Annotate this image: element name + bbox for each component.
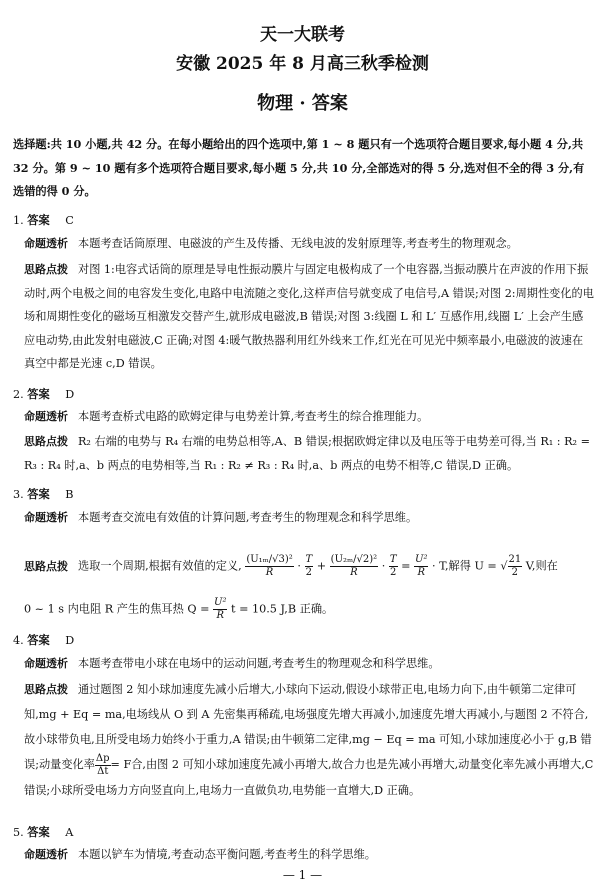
question-3: [13, 484, 595, 505]
question-1-hint: [24, 258, 594, 376]
question-2-answer: D: [65, 388, 75, 401]
question-2-analysis: [24, 405, 594, 429]
answer-label: 答案: [27, 213, 50, 227]
question-3-hint: 思路点拨 选取一个周期,根据有效值的定义, $\frac{\text{(U₁ₘ/√3)²}}{R}$ · $\frac{T}{2}$ + $\frac{\text{(U₂ₘ/√2)²}}{R}$ · $\frac{T}{2}$ = $\frac{\text{U²}}{R}$ · T,解得 U = √ $\frac{21}{2}$ V,则在: [24, 554, 558, 578]
question-2-hint: [24, 430, 594, 477]
question-4-analysis: [24, 652, 594, 676]
hint-tag: 思路点拨: [24, 435, 68, 448]
subject-title: 物理 · 答案: [257, 93, 348, 114]
analysis-tag: 命题透析: [24, 511, 68, 524]
question-4-hint-text: 通过题图 2 知小球加速度先减小后增大,小球向下运动,假设小球带正电,电场力向下,由牛顿第二定律可知,mg + Eq = ma,电场线从 O 到 A 先密集再稀疏,电场强度先增大再减小,加速度先增大再减小,与题图 2 不符合,故小球带负电,且所受电场力始终小于重力,A 错误;由牛顿第二定律,mg − Eq = ma 可知,小球加速度必小于 g,B 错误;动量变化率: [24, 683, 592, 771]
question-5-number: 5.: [13, 826, 24, 839]
formula-frac-1: $\frac{\text{(U₁ₘ/√3)²}}{R}$: [246, 554, 293, 578]
question-5-analysis-text: 本题以铲车为情境,考查动态平衡问题,考查考生的科学思维。: [78, 848, 376, 861]
formula-frac-2: $\frac{T}{2}$: [305, 554, 313, 578]
question-5-answer: A: [65, 826, 74, 839]
question-5-header: [13, 822, 595, 843]
formula-dp-dt: $\frac{\Delta p}{\Delta t}$: [95, 752, 110, 777]
question-4: [13, 630, 595, 651]
question-3-number: 3.: [13, 488, 24, 501]
answer-label: 答案: [27, 633, 50, 647]
question-4-number: 4.: [13, 634, 24, 647]
question-1: [13, 210, 595, 231]
question-2-number: 2.: [13, 388, 24, 401]
question-1-answer: C: [65, 214, 74, 227]
analysis-tag: 命题透析: [24, 237, 68, 250]
question-4-analysis-text: 本题考查带电小球在电场中的运动问题,考查考生的物理观念和科学思维。: [78, 657, 440, 670]
formula-frac-4: $\frac{T}{2}$: [389, 554, 397, 578]
question-5-analysis: [24, 843, 594, 867]
formula-sqrt: $\frac{21}{2}$: [508, 554, 522, 578]
question-1-analysis: [24, 232, 594, 256]
question-3-analysis: [24, 506, 594, 530]
question-3-hint-pre: 选取一个周期,根据有效值的定义,: [78, 559, 242, 573]
exam-title: 安徽 2025 年 8 月高三秋季检测: [176, 54, 429, 74]
question-3-hint-post2: t = 10.5 J,B 正确。: [231, 602, 334, 616]
question-4-answer: D: [65, 634, 75, 647]
analysis-tag: 命题透析: [24, 848, 68, 861]
question-1-hint-text: 对图 1:电容式话筒的原理是导电性振动膜片与固定电极构成了一个电容器,当振动膜片在声波的作用下振动时,两个电极之间的电容发生变化,电路中电流随之变化,这样声信号就变成了电信号,A 错误;对图 2:周期性变化的电场和周期性变化的磁场互相激发交替产生,就形成电磁波,B 错误;对图 3:线圈 L 和 L′ 互感作用,线圈 L′ 上会产生感应电动势,由此发射电磁波,C 正确;对图 4:暖气散热器利用红外线来工作,红光在可见光中频率最小,电磁波的波速在真空中都是光速 c,D 错误。: [24, 263, 594, 370]
analysis-tag: 命题透析: [24, 657, 68, 670]
answer-label: 答案: [27, 387, 50, 401]
answer-label: 答案: [27, 487, 50, 501]
analysis-tag: 命题透析: [24, 410, 68, 423]
hint-tag: 思路点拨: [24, 559, 68, 573]
question-3-analysis-text: 本题考查交流电有效值的计算问题,考查考生的物理观念和科学思维。: [78, 511, 418, 524]
formula-times: · T,解得 U =: [432, 559, 497, 573]
question-2: [13, 384, 595, 405]
question-4-header: [13, 630, 595, 651]
question-1-analysis-text: 本题考查话筒原理、电磁波的产生及传播、无线电波的发射原理等,考查考生的物理观念。: [78, 237, 518, 250]
intro-paragraph: 选择题:共 10 小题,共 42 分。在每小题给出的四个选项中,第 1 ~ 8 题只有一个选项符合题目要求,每小题 4 分,共 32 分。第 9 ~ 10 题有多个选项符合题目要求,每小题 5 分,共 10 分,全部选对的得 5 分,选对但不全的得 3 分,有选错的得 0 分。: [13, 137, 585, 198]
page-number: — 1 —: [282, 868, 323, 882]
question-3-header: [13, 484, 595, 505]
org-title: 天一大联考: [260, 25, 345, 45]
hint-tag: 思路点拨: [24, 263, 68, 276]
formula-unit: V,则在: [525, 559, 558, 573]
formula-frac-3: $\frac{\text{(U₂ₘ/√2)²}}{R}$: [330, 554, 378, 578]
answer-label: 答案: [27, 825, 50, 839]
question-3-answer: B: [65, 488, 74, 501]
question-3-hint-cont: [24, 597, 594, 622]
question-4-hint: [24, 677, 594, 803]
question-5: [13, 822, 595, 843]
hint-tag: 思路点拨: [24, 683, 68, 696]
formula-frac-6: $\frac{\text{U²}}{R}$: [214, 597, 227, 621]
formula-frac-5: $\frac{\text{U²}}{R}$: [415, 554, 428, 578]
question-1-header: [13, 210, 595, 231]
question-4-hint-tail: = F合,由图 2 可知小球加速度先减小再增大,故合力也是先减小再增大,动量变化率先减小再增大,C 错误;小球所受电场力方向竖直向上,电场力一直做负功,电势能一直增大,D 正确。: [24, 758, 594, 797]
question-1-number: 1.: [13, 214, 24, 227]
question-2-hint-text: R₂ 右端的电势与 R₄ 右端的电势总相等,A、B 错误;根据欧姆定律以及电压等于电势差可得,当 R₁ : R₂ = R₃ : R₄ 时,a、b 两点的电势相等,当 R₁ : R₂ ≠ R₃ : R₄ 时,a、b 两点的电势不相等,C 错误,D 正确。: [24, 435, 590, 472]
question-2-header: [13, 384, 595, 405]
question-2-analysis-text: 本题考查桥式电路的欧姆定律与电势差计算,考查考生的综合推理能力。: [78, 410, 429, 423]
question-3-hint-post: 0 ~ 1 s 内电阻 R 产生的焦耳热 Q =: [24, 602, 210, 616]
